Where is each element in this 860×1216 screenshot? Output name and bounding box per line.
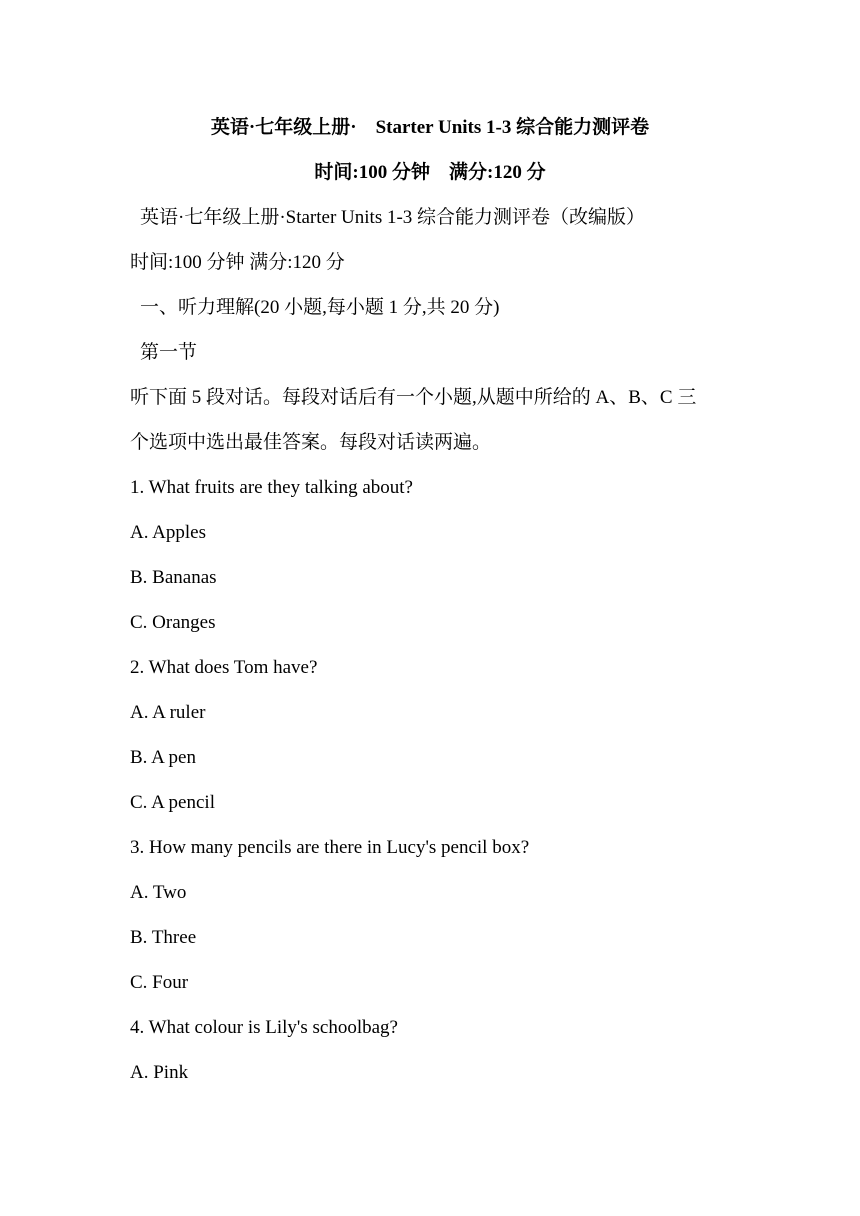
question-2-option-c: C. A pencil — [130, 792, 215, 813]
question-4: 4. What colour is Lily's schoolbag? — [130, 1017, 398, 1038]
question-1-option-b: B. Bananas — [130, 567, 217, 588]
exam-meta: 时间:100 分钟 满分:120 分 — [314, 162, 546, 183]
question-3: 3. How many pencils are there in Lucy's pencil box? — [130, 837, 530, 858]
question-2: 2. What does Tom have? — [130, 657, 318, 678]
question-1: 1. What fruits are they talking about? — [130, 477, 413, 498]
document-title: 英语·七年级上册· Starter Units 1-3 综合能力测评卷 — [210, 117, 650, 138]
question-4-option-a: A. Pink — [130, 1062, 189, 1083]
instruction-line-2: 个选项中选出最佳答案。每段对话读两遍。 — [130, 432, 492, 453]
instruction-line-1: 听下面 5 段对话。每段对话后有一个小题,从题中所给的 A、B、C 三 — [130, 387, 697, 408]
question-3-option-a: A. Two — [130, 882, 187, 903]
part-heading: 第一节 — [140, 342, 198, 363]
question-1-option-a: A. Apples — [130, 522, 206, 543]
question-2-option-b: B. A pen — [130, 747, 196, 768]
question-1-option-c: C. Oranges — [130, 612, 216, 633]
section-heading: 一、听力理解(20 小题,每小题 1 分,共 20 分) — [140, 297, 500, 318]
document-subtitle: 英语·七年级上册·Starter Units 1-3 综合能力测评卷（改编版） — [140, 207, 646, 228]
question-3-option-c: C. Four — [130, 972, 189, 993]
exam-meta-2: 时间:100 分钟 满分:120 分 — [130, 252, 345, 273]
question-2-option-a: A. A ruler — [130, 702, 206, 723]
question-3-option-b: B. Three — [130, 927, 197, 948]
